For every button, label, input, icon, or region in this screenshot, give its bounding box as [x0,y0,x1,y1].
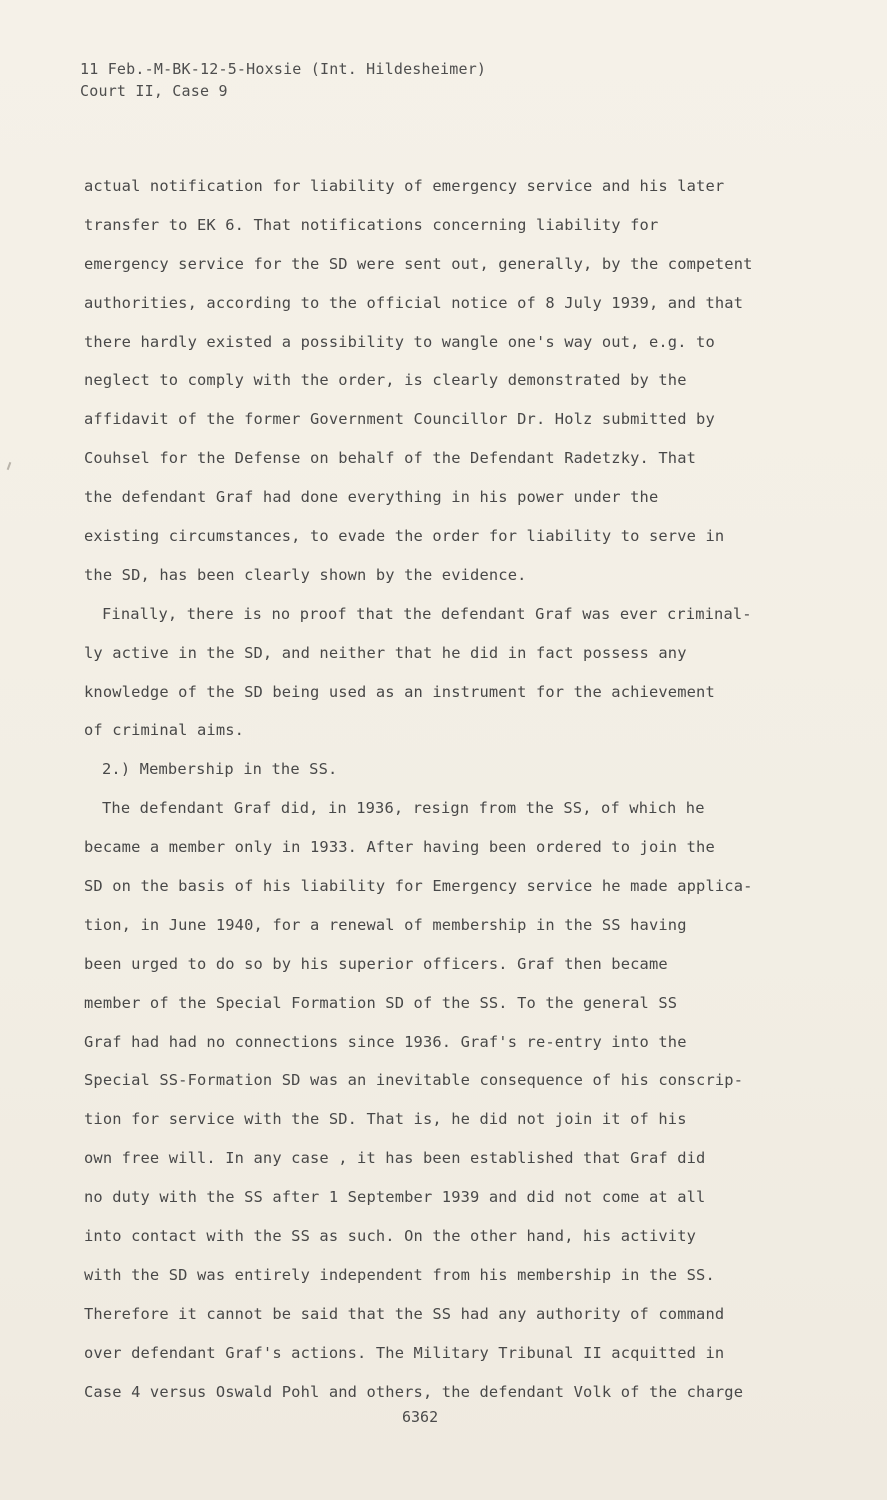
page-number: 6362 [402,1408,439,1426]
body-line: tion for service with the SD. That is, he did not join it of his [84,1110,687,1129]
body-line: the defendant Graf had done everything in his power under the [84,488,659,507]
paragraph-start-line: The defendant Graf did, in 1936, resign from the SS, of which he [102,799,705,818]
document-header [80,58,486,102]
body-line: affidavit of the former Government Councillor Dr. Holz submitted by [84,410,715,429]
body-line: there hardly existed a possibility to wangle one's way out, e.g. to [84,332,715,351]
body-line: Couhsel for the Defense on behalf of the Defendant Radetzky. That [84,449,697,468]
body-line: Special SS-Formation SD was an inevitable consequence of his conscrip- [84,1071,744,1090]
header-reference-line: 11 Feb.-M-BK-12-5-Hoxsie (Int. Hildesheimer) [80,60,487,78]
body-line: actual notification for liability of emergency service and his later [84,177,725,195]
body-line: of criminal aims. [84,721,245,740]
body-line: authorities, according to the official notice of 8 July 1939, and that [84,293,744,312]
body-line: over defendant Graf's actions. The Military Tribunal II acquitted in [84,1343,725,1362]
body-line: tion, in June 1940, for a renewal of membership in the SS having [84,915,687,934]
header-court-line: Court II, Case 9 [80,82,228,100]
body-line: neglect to comply with the order, is clearly demonstrated by the [84,371,687,390]
body-line: Graf had had no connections since 1936. Graf's re-entry into the [84,1032,687,1051]
body-line: transfer to EK 6. That notifications concerning liability for [84,215,659,234]
body-line: ly active in the SD, and neither that he did in fact possess any [84,643,687,662]
body-line: knowledge of the SD being used as an instrument for the achievement [84,682,715,701]
body-line: own free will. In any case , it has been established that Graf did [84,1149,706,1168]
margin-mark [7,462,12,470]
body-line: been urged to do so by his superior officers. Graf then became [84,954,668,973]
body-line: into contact with the SS as such. On the other hand, his activity [84,1227,697,1246]
body-line: member of the Special Formation SD of the SS. To the general SS [84,993,678,1012]
body-line: the SD, has been clearly shown by the evidence. [84,565,527,584]
paragraph-start-line: Finally, there is no proof that the defendant Graf was ever criminal- [102,604,752,623]
document-body [84,172,784,1417]
body-line: emergency service for the SD were sent out, generally, by the competent [84,254,753,273]
body-line: no duty with the SS after 1 September 1939 and did not come at all [84,1188,706,1207]
body-line: Therefore it cannot be said that the SS had any authority of command [84,1304,725,1323]
section-heading: 2.) Membership in the SS. [102,760,338,779]
body-line: Case 4 versus Oswald Pohl and others, the defendant Volk of the charge [84,1382,744,1401]
body-line: SD on the basis of his liability for Emergency service he made applica- [84,877,753,896]
body-line: existing circumstances, to evade the order for liability to serve in [84,527,725,546]
body-line: became a member only in 1933. After having been ordered to join the [84,838,715,857]
body-line: with the SD was entirely independent from his membership in the SS. [84,1265,715,1284]
